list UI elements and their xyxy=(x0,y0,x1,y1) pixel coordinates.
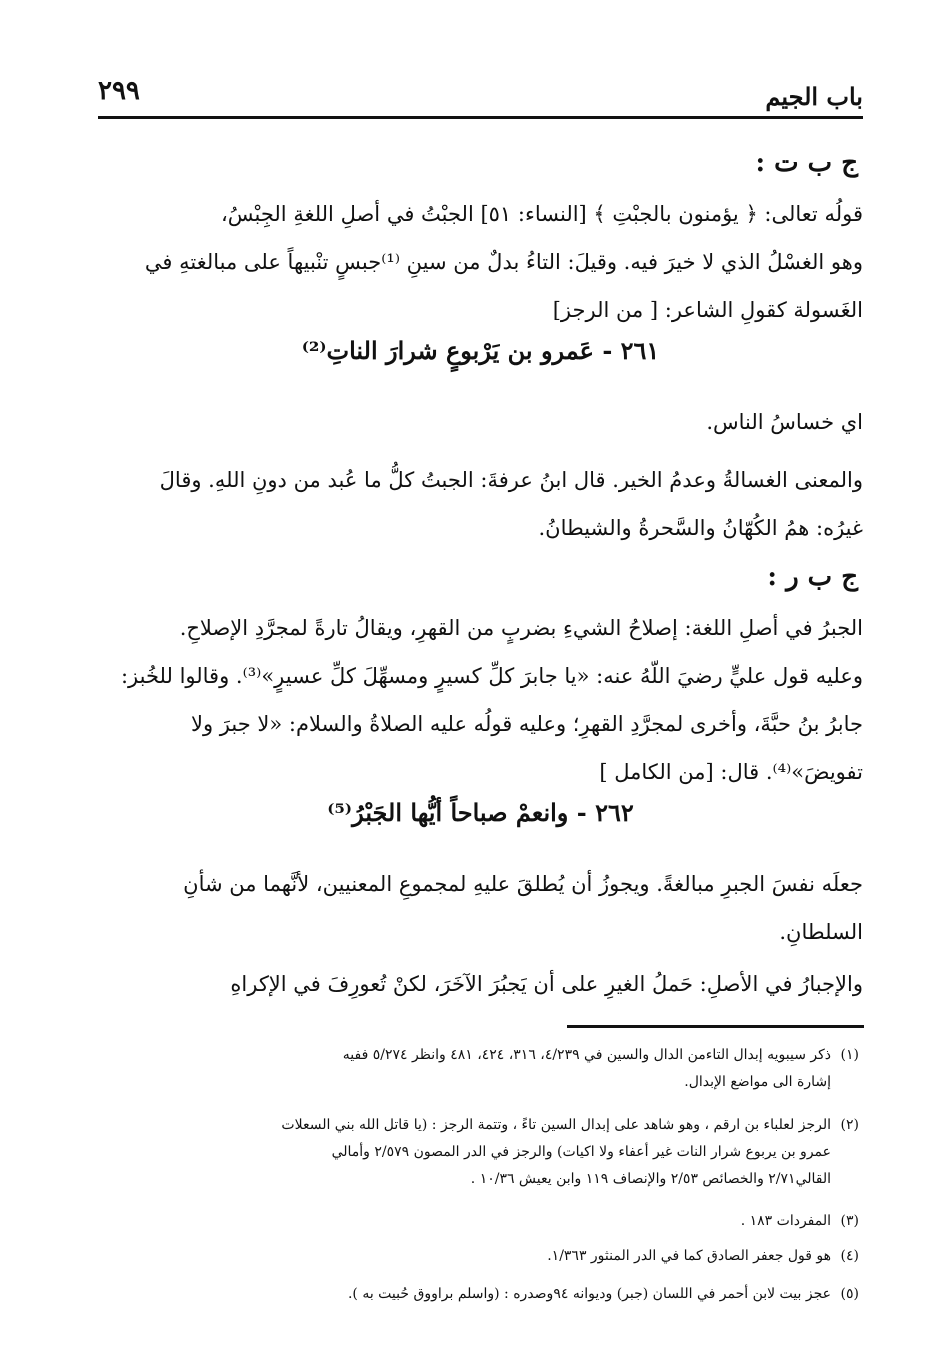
paragraph-line: جابرُ بنُ حبَّةَ، وأخرى لمجرَّدِ القهرِ؛ وعليه قولُه عليه الصلاةُ والسلام: «لا جبرَ ولا xyxy=(191,712,863,736)
footnote-1 xyxy=(98,1042,859,1096)
footnote-number: (٣) xyxy=(840,1213,859,1229)
paragraph-line: الغَسولة كقولِ الشاعر: [ من الرجز] xyxy=(552,298,863,322)
footnote-3 xyxy=(98,1208,859,1235)
verse-261: ٢٦١ - عَمرو بن يَرْبوعٍ شرارَ الناتِ⁽²⁾ xyxy=(301,336,660,365)
paragraph-line: السلطانِ. xyxy=(779,920,863,944)
paragraph-line: جعلَه نفسَ الجبرِ مبالغةً. ويجوزُ أن يُطلقَ عليهِ لمجموعِ المعنيين، لأنَّهما من شأنِ xyxy=(183,872,863,896)
footnote-5 xyxy=(98,1281,859,1308)
paragraph-line: وهو الغسْلُ الذي لا خيرَ فيه. وقيلَ: التاءُ بدلٌ من سينِ ⁽¹⁾جبسٍ تنْبيهاً على مبالغتهِ في xyxy=(144,250,863,274)
footnote-number: (٥) xyxy=(840,1286,859,1302)
footnote-2 xyxy=(98,1112,859,1193)
paragraph-line: والإجبارُ في الأصلِ: حَملُ الغيرِ على أن يَجبُرَ الآخَرَ، لكنْ تُعورِفَ في الإكراهِ xyxy=(230,972,863,996)
root-heading-jbt: ج ب ت : xyxy=(755,148,858,178)
paragraph-line: وعليه قول عليٍّ رضيَ اللّهُ عنه: «يا جابرَ كلِّ كسيرٍ ومسهِّلَ كلِّ عسيرٍ»⁽³⁾. وقالوا للخُبز: xyxy=(120,664,863,688)
page-number: ٢٩٩ xyxy=(98,76,140,106)
footnote-text: عمرو بن يربوع شرار النات غير أعفاء ولا اكيات) والرجز في الدر المصون ٢/٥٧٩ وأمالي xyxy=(331,1144,831,1160)
paragraph-line: قولُه تعالى: ﴿ يؤمنون بالجبْتِ ﴾ [النساء: ٥١] الجبْتُ في أصلِ اللغةِ الجِبْسُ، xyxy=(220,202,863,226)
paragraph-line: الجبرُ في أصلِ اللغة: إصلاحُ الشيءِ بضربٍ من القهرِ، ويقالُ تارةً لمجرَّدِ الإصلاحِ. xyxy=(179,616,863,640)
footnote-number: (١) xyxy=(840,1047,859,1063)
footnote-text: هو قول جعفر الصادق كما في الدر المنثور ١/٣٦٣. xyxy=(547,1248,831,1264)
footnote-text: عجز بيت لابن أحمر في اللسان (جبر) وديوانه ٩٤وصدره : (واسلم براووق حُبيت به ). xyxy=(347,1286,831,1302)
footnote-text: القالي٢/٧١ والخصائص ٢/٥٣ والإنصاف ١١٩ وابن يعيش ١٠/٣٦ . xyxy=(470,1171,831,1187)
paragraph-line: غيرُه: همُ الكُهّانُ والسَّحرةُ والشيطانُ. xyxy=(538,516,863,540)
footnote-text: الرجز لعلباء بن ارقم ، وهو شاهد على إبدال السين تاءً ، وتتمة الرجز : (يا قاتل الله بني السعلات xyxy=(281,1117,831,1133)
footnote-4 xyxy=(98,1243,859,1270)
footnote-number: (٤) xyxy=(840,1248,859,1264)
footnote-text: ذكر سيبويه إبدال التاءمن الدال والسين في ٤/٢٣٩، ٣١٦، ٤٢٤، ٤٨١ وانظر ٥/٢٧٤ ففيه xyxy=(342,1047,831,1063)
paragraph-line: اي خساسُ الناس. xyxy=(706,410,863,434)
footnote-separator xyxy=(567,1025,864,1028)
footnote-number: (٢) xyxy=(840,1117,859,1133)
running-header xyxy=(98,72,863,119)
footnote-text: المفردات ١٨٣ . xyxy=(740,1213,831,1229)
verse-262: ٢٦٢ - وانعمْ صباحاً أيُّها الجَبْرُ⁽⁵⁾ xyxy=(327,798,634,827)
footnote-text: إشارة الى مواضع الإبدال. xyxy=(684,1074,831,1090)
paragraph-line: والمعنى الغسالةُ وعدمُ الخير. قال ابنُ عرفةَ: الجبتُ كلُّ ما عُبد من دونِ اللهِ. وقالَ xyxy=(159,468,863,492)
root-heading-jbr: ج ب ر : xyxy=(767,562,858,592)
chapter-title: باب الجيم xyxy=(765,82,863,111)
paragraph-line: تفويضَ»⁽⁴⁾. قال: [من الكامل ] xyxy=(599,760,863,784)
